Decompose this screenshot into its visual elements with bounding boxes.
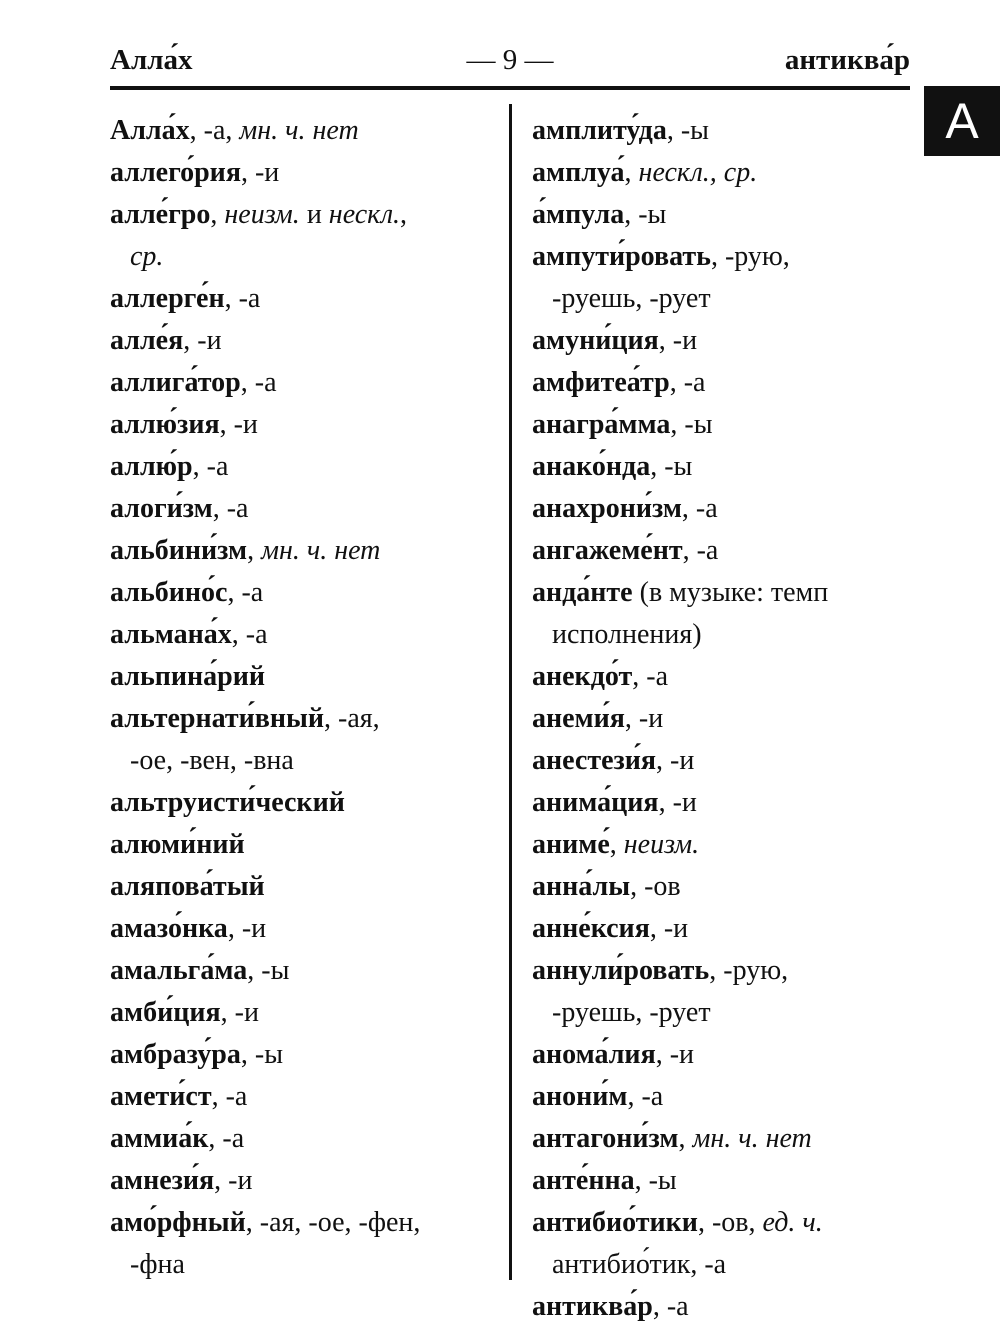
dictionary-entry (532, 236, 904, 320)
entry-text: , -а (681, 493, 718, 524)
entry-line (110, 362, 505, 404)
entry-continuation-line (110, 236, 505, 278)
entry-continuation-line (532, 1244, 904, 1286)
headword: алоги́зм (110, 493, 213, 524)
headword: анахрони́зм (532, 493, 682, 524)
entry-text: , -и (240, 157, 280, 188)
headword: анне́ксия (532, 913, 650, 944)
entry-line (532, 404, 904, 446)
entry-text: , -и (658, 325, 698, 356)
dictionary-entry (532, 572, 904, 656)
entry-line (110, 656, 505, 698)
headword: анте́нна (532, 1165, 635, 1196)
headword: амплуа́ (532, 157, 625, 188)
entry-text: , -а, (189, 115, 240, 146)
entry-line (110, 1118, 505, 1160)
left-column (110, 110, 505, 1286)
header-first-word: Алла́х (110, 44, 193, 76)
entry-line (532, 1076, 904, 1118)
entry-line (110, 446, 505, 488)
dictionary-entry (110, 950, 505, 992)
entry-text: , -и (649, 913, 689, 944)
headword: анда́нте (532, 577, 633, 608)
entry-text: , (210, 199, 225, 230)
entry-text: , -ая, -ое, -фен, (245, 1207, 421, 1238)
entry-line (532, 236, 904, 278)
entry-line (532, 1034, 904, 1076)
entry-continuation-line (532, 278, 904, 320)
entry-line (532, 194, 904, 236)
entry-text: , (247, 535, 262, 566)
right-column (532, 110, 904, 1328)
headword: анеми́я (532, 703, 625, 734)
dictionary-entry (110, 278, 505, 320)
entry-text: , -ы (634, 1165, 677, 1196)
entry-text: , -ая, (324, 703, 380, 734)
dictionary-entry (532, 698, 904, 740)
entry-line (532, 1118, 904, 1160)
entry-line (110, 404, 505, 446)
headword: амнези́я (110, 1165, 215, 1196)
headword: альпина́рий (110, 661, 265, 692)
entry-line (110, 824, 505, 866)
dictionary-entry (532, 320, 904, 362)
entry-line (532, 362, 904, 404)
headword: амазо́нка (110, 913, 228, 944)
dictionary-entry (532, 446, 904, 488)
dictionary-entry (110, 1034, 505, 1076)
entry-continuation-line (532, 992, 904, 1034)
headword: алле́я (110, 325, 184, 356)
headword: альбино́с (110, 577, 228, 608)
headword: антиква́р (532, 1291, 653, 1322)
dictionary-entry (110, 404, 505, 446)
headword: амфитеа́тр (532, 367, 670, 398)
entry-line (532, 488, 904, 530)
headword: анекдо́т (532, 661, 633, 692)
entry-line (110, 992, 505, 1034)
entry-line (532, 572, 904, 614)
grammar-label: мн. ч. нет (261, 535, 381, 566)
dictionary-entry (532, 404, 904, 446)
entry-line (110, 530, 505, 572)
entry-text: , -ы (247, 955, 290, 986)
header-rule (110, 86, 910, 90)
entry-text: , -а (224, 283, 261, 314)
entry-text: , (678, 1123, 693, 1154)
entry-line (532, 740, 904, 782)
headword: анима́ция (532, 787, 659, 818)
headword: амби́ция (110, 997, 221, 1028)
entry-text: , -а (627, 1081, 664, 1112)
dictionary-entry (110, 782, 505, 824)
entry-text: , -и (227, 913, 267, 944)
entry-text: -руешь, -рует (552, 997, 711, 1028)
entry-line (532, 782, 904, 824)
entry-line (532, 446, 904, 488)
dictionary-entry (532, 656, 904, 698)
dictionary-entry (532, 110, 904, 152)
headword: амальга́ма (110, 955, 248, 986)
headword: аляпова́тый (110, 871, 265, 902)
headword: аннули́ровать (532, 955, 710, 986)
dictionary-entry (110, 530, 505, 572)
entry-text: , -ы (240, 1039, 284, 1070)
entry-line (110, 194, 505, 236)
entry-line (110, 698, 505, 740)
headword: аллю́р (110, 451, 193, 482)
dictionary-entry (532, 1202, 904, 1286)
headword: аниме́ (532, 829, 610, 860)
grammar-label: нескл., ср. (638, 157, 758, 188)
entry-line (532, 1286, 904, 1328)
dictionary-entry (532, 1118, 904, 1160)
entry-text: , -ы (670, 409, 713, 440)
entry-text: , -а (211, 1081, 248, 1112)
dictionary-entry (532, 488, 904, 530)
dictionary-entry (532, 362, 904, 404)
dictionary-entry (532, 152, 904, 194)
header-last-word: антиква́р (784, 44, 910, 76)
dictionary-entry (532, 866, 904, 908)
entry-text: , -ов, (697, 1207, 763, 1238)
grammar-label: неизм. (623, 829, 700, 860)
headword: анома́лия (532, 1039, 656, 1070)
dictionary-entry (110, 1160, 505, 1202)
headword: а́мпула (532, 199, 625, 230)
entry-text: антибио́тик, -а (552, 1249, 727, 1280)
entry-text: , -и (220, 997, 259, 1028)
entry-text: , -а (227, 577, 264, 608)
dictionary-entry (110, 194, 505, 278)
entry-line (532, 824, 904, 866)
dictionary-entry (532, 908, 904, 950)
page-number: — 9 — (466, 44, 554, 76)
entry-line (532, 1160, 904, 1202)
grammar-label: ср. (130, 241, 164, 272)
entry-text: -фна (130, 1249, 185, 1280)
headword: алюми́ний (110, 829, 245, 860)
dictionary-entry (110, 1076, 505, 1118)
entry-line (532, 1202, 904, 1244)
grammar-label: нескл. (328, 199, 401, 230)
dictionary-entry (532, 740, 904, 782)
entry-text: -ое, -вен, -вна (130, 745, 294, 776)
headword: аллего́рия (110, 157, 241, 188)
dictionary-entry (532, 530, 904, 572)
grammar-label: мн. ч. нет (239, 115, 359, 146)
dictionary-entry (110, 110, 505, 152)
dictionary-entry (532, 1286, 904, 1328)
entry-line (110, 1202, 505, 1244)
headword: ампути́ровать (532, 241, 711, 272)
headword: альтернати́вный (110, 703, 324, 734)
entry-text: , -и (655, 1039, 695, 1070)
dictionary-entry (532, 1034, 904, 1076)
grammar-label: неизм. (224, 199, 300, 230)
entry-line (110, 278, 505, 320)
headword: анако́нда (532, 451, 651, 482)
headword: антибио́тики (532, 1207, 698, 1238)
entry-text: , -а (632, 661, 669, 692)
dictionary-entry (532, 1160, 904, 1202)
entry-text: , -ов (630, 871, 681, 902)
grammar-label: ед. ч. (762, 1207, 823, 1238)
headword: амбразу́ра (110, 1039, 241, 1070)
entry-text: , (400, 199, 408, 230)
dictionary-entry (110, 824, 505, 866)
entry-text: , -и (658, 787, 697, 818)
entry-line (110, 782, 505, 824)
entry-line (532, 530, 904, 572)
headword: ангажеме́нт (532, 535, 683, 566)
headword: алле́гро (110, 199, 211, 230)
entry-text: , -а (240, 367, 277, 398)
dictionary-entry (532, 782, 904, 824)
entry-text: , -ы (650, 451, 693, 482)
entry-continuation-line (110, 1244, 505, 1286)
entry-line (110, 1034, 505, 1076)
entry-line (532, 950, 904, 992)
entry-line (110, 950, 505, 992)
dictionary-entry (110, 866, 505, 908)
entry-text: , (609, 829, 624, 860)
dictionary-entry (110, 320, 505, 362)
entry-text: , -и (656, 745, 695, 776)
dictionary-entry (110, 362, 505, 404)
entry-text: (в музыке: темп (632, 577, 829, 608)
headword: анна́лы (532, 871, 631, 902)
headword: альтруисти́ческий (110, 787, 345, 818)
column-divider (509, 104, 512, 1280)
entry-line (532, 320, 904, 362)
entry-line (532, 908, 904, 950)
entry-text: , -а (669, 367, 706, 398)
entry-line (110, 572, 505, 614)
entry-line (110, 320, 505, 362)
entry-text: , -и (183, 325, 222, 356)
entry-text: и (299, 199, 329, 230)
entry-text: , -рую, (709, 955, 789, 986)
entry-text: , (624, 157, 639, 188)
dictionary-entry (110, 446, 505, 488)
dictionary-entry (532, 824, 904, 866)
grammar-label: мн. ч. нет (692, 1123, 812, 1154)
entry-text: , -ы (666, 115, 709, 146)
entry-line (110, 152, 505, 194)
entry-text: , -ы (624, 199, 667, 230)
entry-line (110, 908, 505, 950)
headword: амети́ст (110, 1081, 212, 1112)
entry-text: -руешь, -рует (552, 283, 711, 314)
headword: аллига́тор (110, 367, 241, 398)
entry-text: , -а (192, 451, 229, 482)
headword: анони́м (532, 1081, 628, 1112)
entry-text: , -а (212, 493, 249, 524)
entry-line (110, 110, 505, 152)
entry-line (110, 1076, 505, 1118)
dictionary-entry (532, 1076, 904, 1118)
dictionary-entry (110, 698, 505, 782)
dictionary-entry (110, 572, 505, 614)
headword: амо́рфный (110, 1207, 246, 1238)
headword: альмана́х (110, 619, 232, 650)
dictionary-entry (110, 908, 505, 950)
entry-line (110, 614, 505, 656)
entry-text: , -а (208, 1123, 245, 1154)
entry-text: , -рую, (710, 241, 790, 272)
headword: анагра́мма (532, 409, 671, 440)
entry-continuation-line (532, 614, 904, 656)
headword: аммиа́к (110, 1123, 209, 1154)
dictionary-entry (110, 1202, 505, 1286)
entry-text: , -а (652, 1291, 689, 1322)
entry-text: исполнения) (552, 619, 702, 650)
dictionary-entry (110, 992, 505, 1034)
entry-text: , -а (682, 535, 719, 566)
entry-line (110, 488, 505, 530)
dictionary-entry (110, 656, 505, 698)
dictionary-entry (110, 1118, 505, 1160)
entry-line (110, 866, 505, 908)
headword: Алла́х (110, 115, 190, 146)
entry-text: , -и (624, 703, 664, 734)
entry-line (532, 698, 904, 740)
dictionary-entry (110, 152, 505, 194)
headword: аллю́зия (110, 409, 220, 440)
entry-text: , -а (231, 619, 268, 650)
dictionary-entry (110, 488, 505, 530)
entry-line (532, 110, 904, 152)
headword: амуни́ция (532, 325, 659, 356)
entry-line (110, 1160, 505, 1202)
section-letter-tab: А (924, 86, 1000, 156)
entry-text: , -и (214, 1165, 253, 1196)
dictionary-entry (110, 614, 505, 656)
entry-line (532, 656, 904, 698)
headword: альбини́зм (110, 535, 248, 566)
entry-line (532, 866, 904, 908)
running-header (110, 40, 910, 86)
entry-text: , -и (219, 409, 258, 440)
entry-continuation-line (110, 740, 505, 782)
dictionary-entry (532, 194, 904, 236)
headword: амплиту́да (532, 115, 667, 146)
entry-line (532, 152, 904, 194)
headword: аллерге́н (110, 283, 225, 314)
dictionary-entry (532, 950, 904, 1034)
headword: анестези́я (532, 745, 657, 776)
headword: антагони́зм (532, 1123, 679, 1154)
